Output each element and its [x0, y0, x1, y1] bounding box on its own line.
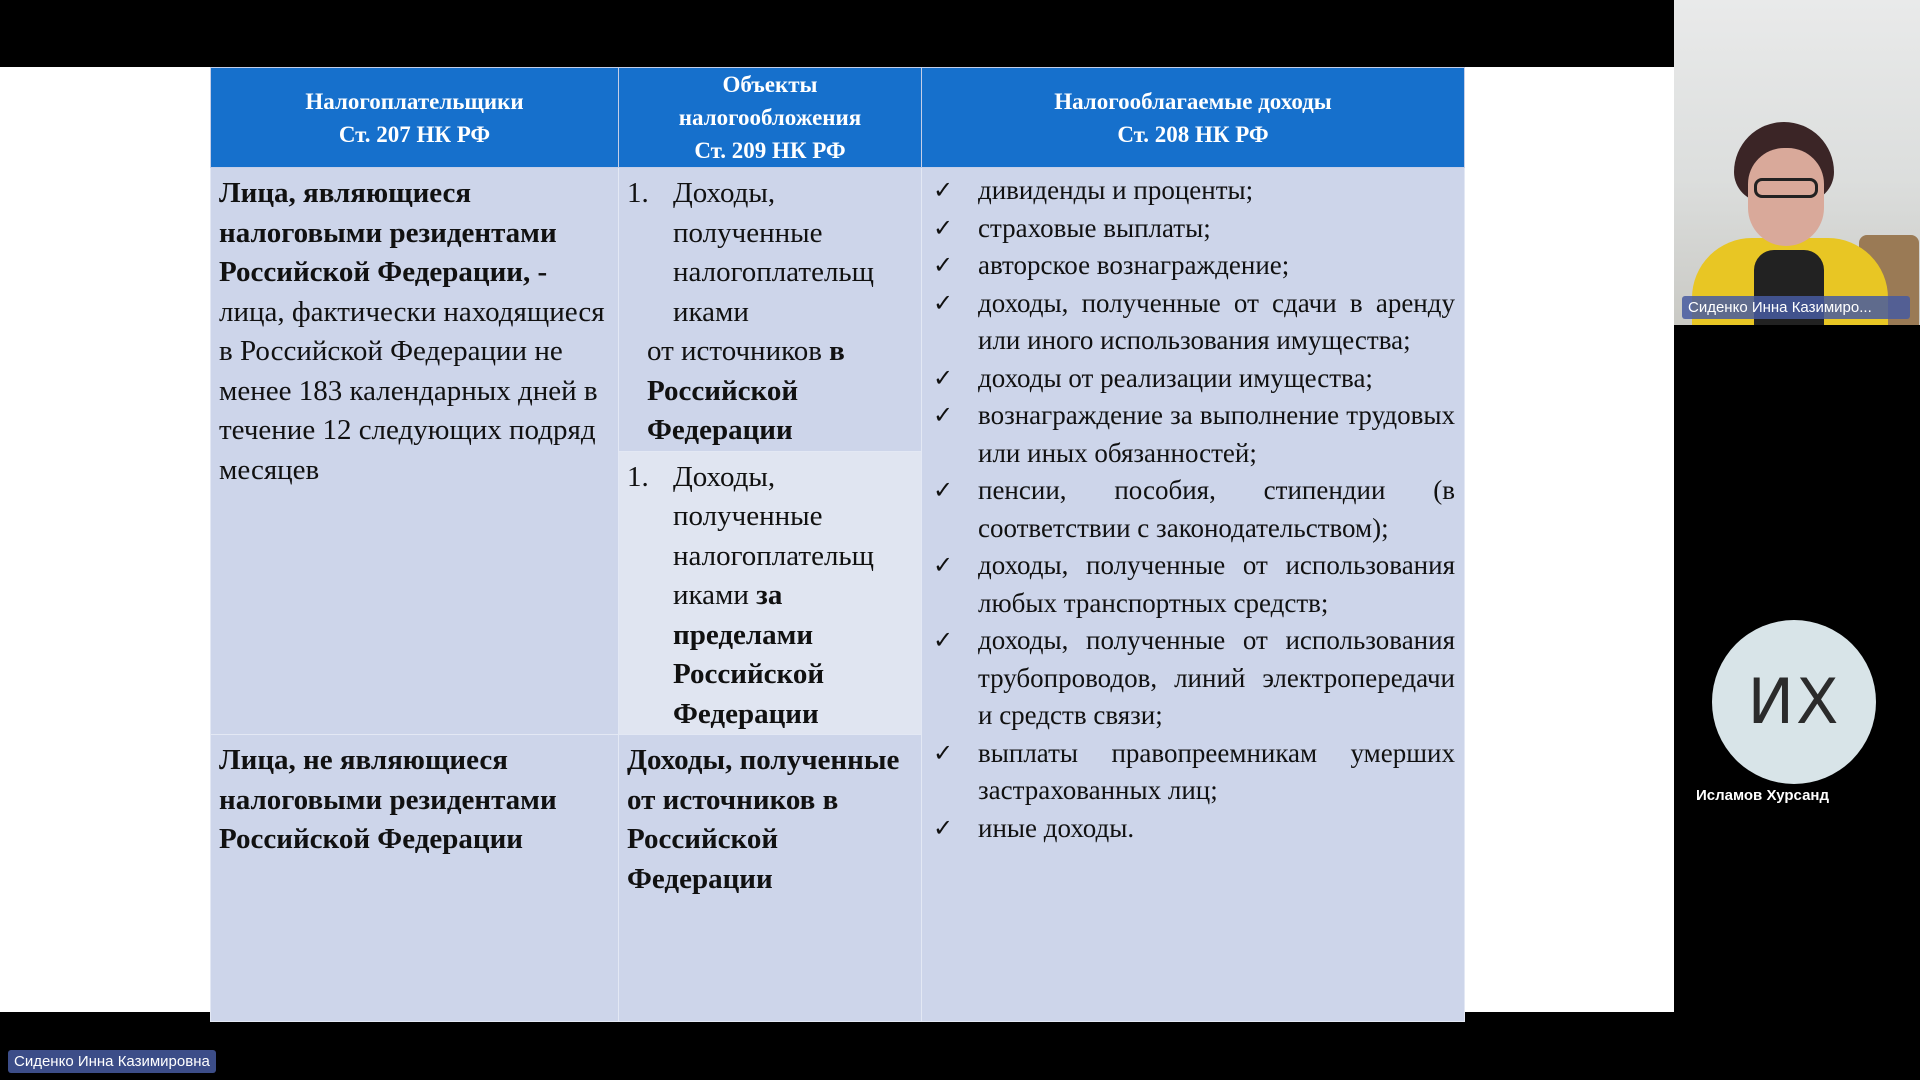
income-item-text: авторское вознаграждение; [978, 250, 1290, 280]
income-item [933, 547, 1455, 622]
income-item-text: доходы, полученные от использования трубопроводов, линий электропередачи и средств связи; [978, 625, 1455, 730]
header-objects-title-2: налогообложения [678, 105, 862, 130]
income-item-text: иные доходы. [978, 812, 1135, 843]
objects-resident-domestic-item [627, 174, 913, 332]
checkmark-icon: ✓ [933, 476, 954, 504]
objects-resident-domestic-cell [619, 168, 922, 452]
presenter-name-tag: Сиденко Инна Казимиро... [1682, 296, 1910, 319]
header-taxpayers [211, 68, 619, 168]
presentation-slide [0, 67, 1674, 1012]
header-incomes [922, 68, 1465, 168]
income-item [933, 172, 1455, 210]
header-objects-title-1: Объекты [722, 72, 818, 97]
income-item [933, 210, 1455, 248]
list-number: 1. [627, 460, 649, 493]
income-item [933, 285, 1455, 360]
income-item-text: дивиденды и проценты; [978, 175, 1254, 205]
objects-resident-foreign-plain: Доходы, полученные налогоплательщ иками [673, 460, 874, 611]
income-item [933, 472, 1455, 547]
tax-table [210, 67, 1465, 1022]
header-incomes-title: Налогооблагаемые доходы [1054, 88, 1332, 114]
income-item-text: выплаты правопреемникам умерших застрахованных лиц; [978, 737, 1455, 805]
header-taxpayers-article: Ст. 207 НК РФ [338, 121, 491, 147]
active-speaker-label: Сиденко Инна Казимировна [8, 1050, 216, 1073]
income-item-text: вознаграждение за выполнение трудовых или иных обязанностей; [978, 400, 1455, 468]
residents-cell [211, 168, 619, 735]
checkmark-icon: ✓ [933, 551, 954, 579]
checkmark-icon: ✓ [933, 626, 954, 654]
checkmark-icon: ✓ [933, 251, 954, 279]
presenter-glasses-shape [1754, 178, 1818, 198]
income-item-text: страховые выплаты; [978, 212, 1211, 243]
income-item-text: доходы, полученные от сдачи в аренду или иного использования имущества; [978, 287, 1455, 355]
nonresidents-definition: Лица, не являющиеся налоговыми резидентами Российской Федерации [219, 744, 557, 855]
incomes-list [933, 172, 1455, 847]
objects-resident-domestic-tail [627, 332, 913, 451]
objects-resident-foreign-cell [619, 451, 922, 735]
header-objects [619, 68, 922, 168]
objects-nonresident-cell [619, 735, 922, 1022]
income-item-text: пенсии, пособия, стипендии (в соответствии с законодательством); [978, 475, 1455, 543]
checkmark-icon: ✓ [933, 813, 954, 842]
participant-name-label: Исламов Хурсанд [1696, 787, 1830, 804]
income-item [933, 810, 1455, 848]
header-objects-article: Ст. 209 НК РФ [694, 138, 846, 163]
income-item [933, 735, 1455, 810]
income-item [933, 360, 1455, 398]
video-panel [1674, 0, 1920, 1080]
participant-avatar[interactable]: ИХ [1712, 620, 1876, 784]
checkmark-icon: ✓ [933, 738, 954, 767]
checkmark-icon: ✓ [933, 363, 954, 392]
objects-resident-domestic-text: Доходы, полученные налогоплательщ иками [673, 177, 874, 328]
checkmark-icon: ✓ [933, 176, 954, 204]
residents-definition-bold: Лица, являющиеся налоговыми резидентами Российской Федерации, - [219, 177, 557, 288]
objects-resident-domestic-tail-plain: от источников [647, 335, 830, 367]
objects-resident-foreign-item [627, 458, 913, 735]
residents-definition-text: лица, фактически находящиеся в Российской Федерации не менее 183 календарных дней в течение 12 следующих подряд месяцев [219, 295, 605, 486]
incomes-cell [922, 168, 1465, 1022]
objects-resident-domestic-tail-bold: в Российской Федерации [647, 335, 845, 446]
checkmark-icon: ✓ [933, 213, 954, 242]
checkmark-icon: ✓ [933, 288, 954, 317]
presenter-video-tile[interactable] [1674, 0, 1920, 325]
income-item-text: доходы от реализации имущества; [978, 362, 1373, 393]
checkmark-icon: ✓ [933, 401, 954, 429]
income-item [933, 622, 1455, 735]
income-item-text: доходы, полученные от использования любых транспортных средств; [978, 550, 1455, 618]
header-incomes-article: Ст. 208 НК РФ [1117, 121, 1269, 147]
header-taxpayers-title: Налогоплательщики [305, 88, 524, 114]
income-item [933, 397, 1455, 472]
list-number: 1. [627, 177, 649, 209]
income-item [933, 247, 1455, 285]
nonresidents-cell [211, 735, 619, 1022]
objects-resident-foreign-bold: за пределами Российской Федерации [673, 579, 825, 730]
objects-nonresident-text: Доходы, полученные от источников в Российской Федерации [627, 744, 900, 895]
objects-resident-foreign-text [673, 458, 913, 735]
